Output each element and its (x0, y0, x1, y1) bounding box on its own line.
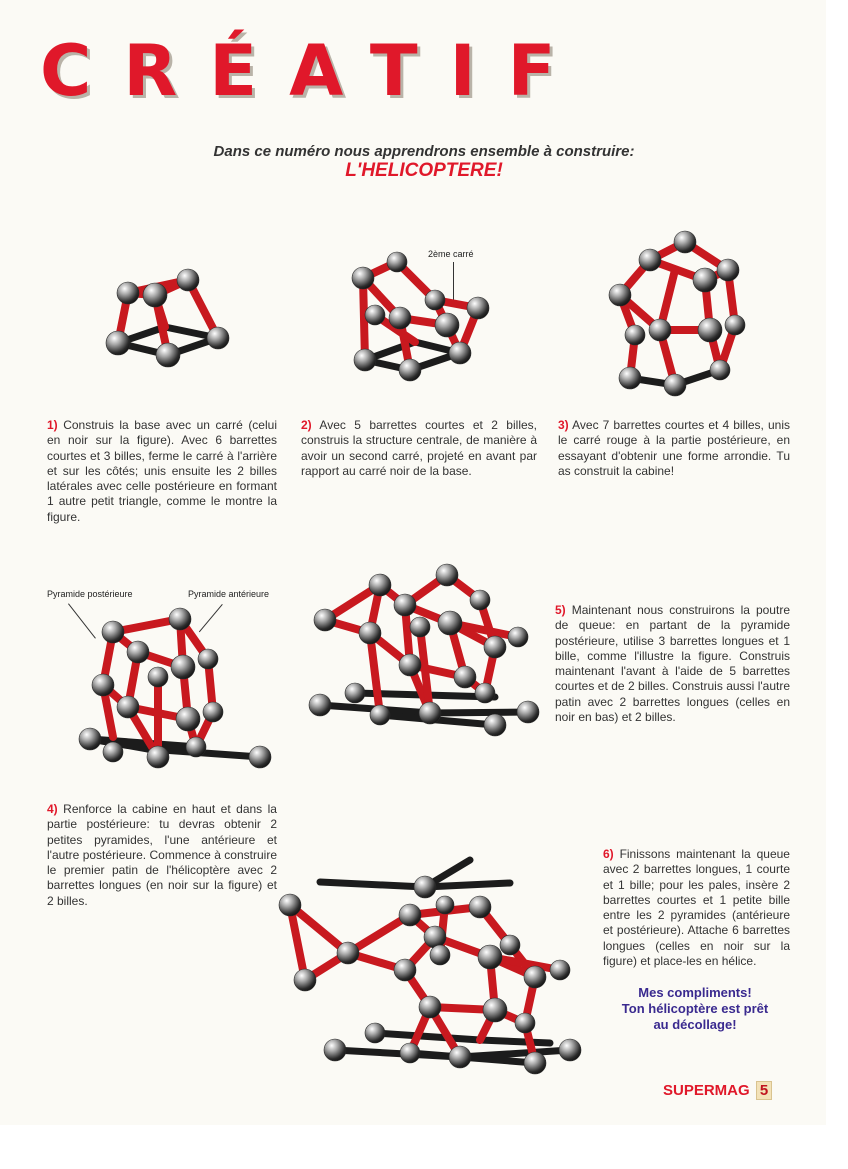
step-4-text: 4) Renforce la cabine en haut et dans la partie postérieure: tu devras obtenir 2 petites pyramides, l'une antérieure et l'autre postérieure. Commence à construire le premier patin de l'hélicoptère avec 2 barrettes longues (en noir sur la figure) et 2 billes. (47, 802, 277, 908)
page-title: CRÉATIF (40, 30, 588, 112)
label-second-square: 2ème carré (428, 249, 474, 259)
figure-step-6-helicopter (280, 845, 590, 1080)
page-number: 5 (756, 1081, 772, 1100)
label-front-pyramid: Pyramide antérieure (188, 589, 270, 599)
page-footer (663, 1081, 772, 1100)
subtitle: L'HELICOPTERE! (345, 160, 503, 181)
label-rear-pyramid: Pyramide postérieure (47, 589, 133, 599)
figure-step-3-cabin (605, 230, 755, 395)
congratulations-message: Mes compliments! Ton hélicoptère est prêt au décollage! (621, 985, 769, 1032)
intro-text: Dans ce numéro nous apprendrons ensemble à construire: (213, 143, 635, 160)
figure-step-4-pyramids (78, 607, 278, 777)
figure-step-1-base (100, 265, 240, 375)
magazine-brand: SUPERMAG (663, 1082, 750, 1099)
figure-step-5-tail-boom (310, 565, 550, 740)
step-1-text: 1) Construis la base avec un carré (celui en noir sur la figure). Avec 6 barrettes courtes et 3 billes, ferme le carré à l'arrière et sur les côtés; unis ensuite les 2 billes latérales avec celle postérieure en formant 1 autre petit triangle, comme le montre la figure. (47, 418, 277, 524)
step-5-text: 5) Maintenant nous construirons la poutre de queue: en partant de la pyramide postérieure, utilise 3 barrettes longues et 1 bille, comme l'illustre la figure. Construis maintenant l'avant à l'aide de 5 barrettes courtes et de 2 billes. Construis aussi l'autre patin avec 2 barrettes longues (celles en noir en bas) et 2 billes. (555, 603, 790, 725)
step-3-text: 3) Avec 7 barrettes courtes et 4 billes, unis le carré rouge à la partie postérieure, en essayant d'obtenir une forme arrondie. Tu as construit la cabine! (558, 418, 790, 478)
figure-step-2-structure (345, 250, 505, 385)
step-2-text: 2) Avec 5 barrettes courtes et 2 billes, construis la structure centrale, de manière à avoir un second carré, projeté en avant par rapport au carré noir de la base. (301, 418, 537, 478)
step-6-text: 6) Finissons maintenant la queue avec 2 barrettes longues, 1 courte et 1 bille; pour les pales, insère 2 barrettes courtes et 1 petite bille entre les 2 pyramides (antérieure et postérieure). Attache 6 barrettes longues (celles en noir sur la figure) et place-les en hélice. (603, 847, 790, 969)
